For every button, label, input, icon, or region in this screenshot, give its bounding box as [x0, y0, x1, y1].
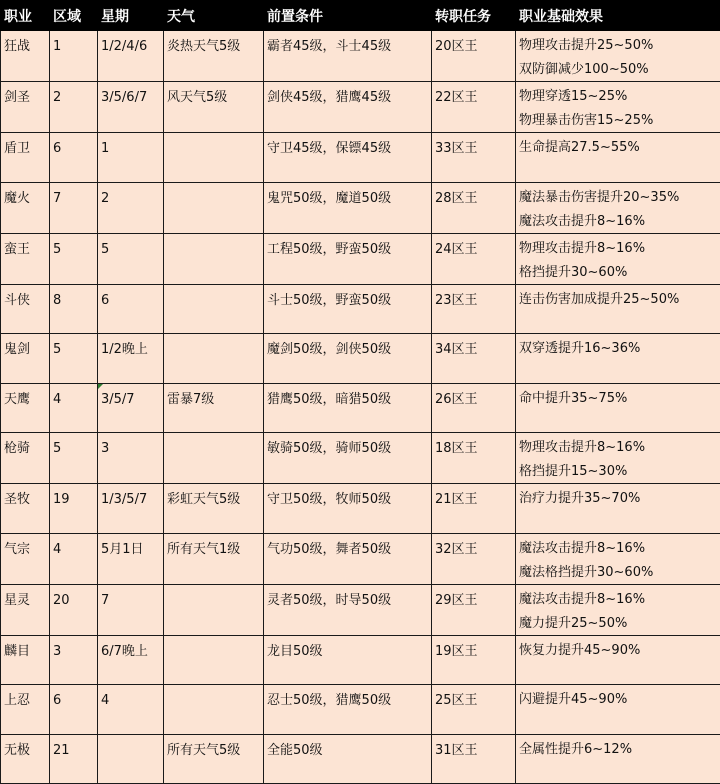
days-cell: 3 — [98, 433, 164, 484]
table-row — [1, 484, 720, 534]
effect-line: 魔法攻击提升8~16% — [519, 209, 720, 233]
days-cell: 1/3/5/7 — [98, 484, 164, 534]
effect-line: 格挡提升30~60% — [519, 260, 720, 284]
table-row — [1, 383, 720, 433]
zone-cell: 5 — [50, 233, 98, 284]
task-cell: 24区王 — [432, 233, 516, 284]
table-row — [1, 284, 720, 334]
job-cell: 剑圣 — [1, 82, 50, 133]
job-cell: 星灵 — [1, 584, 50, 635]
effect-line: 物理穿透15~25% — [519, 84, 720, 108]
zone-cell: 1 — [50, 31, 98, 82]
weather-cell — [164, 334, 264, 384]
task-cell: 21区王 — [432, 484, 516, 534]
job-cell: 鬼剑 — [1, 334, 50, 384]
header-row — [1, 1, 720, 31]
table-row — [1, 233, 720, 284]
weather-cell — [164, 584, 264, 635]
table-row — [1, 533, 720, 584]
effects-cell — [516, 533, 720, 584]
zone-cell: 21 — [50, 734, 98, 784]
effect-line: 双穿透提升16~36% — [519, 336, 720, 360]
zone-cell: 4 — [50, 383, 98, 433]
effect-line: 格挡提升15~30% — [519, 459, 720, 483]
job-cell: 气宗 — [1, 533, 50, 584]
weather-cell: 所有天气1级 — [164, 533, 264, 584]
effect-line: 物理攻击提升8~16% — [519, 236, 720, 260]
prereq-cell: 魔剑50级，剑侠50级 — [264, 334, 432, 384]
weather-cell: 风天气5级 — [164, 82, 264, 133]
weather-cell: 彩虹天气5级 — [164, 484, 264, 534]
table-row — [1, 635, 720, 685]
task-cell: 34区王 — [432, 334, 516, 384]
weather-cell — [164, 685, 264, 735]
days-cell: 1/2/4/6 — [98, 31, 164, 82]
job-cell: 魔火 — [1, 182, 50, 233]
header-weather: 天气 — [164, 1, 264, 31]
effect-line: 魔法格挡提升30~60% — [519, 560, 720, 584]
effect-line: 物理攻击提升8~16% — [519, 435, 720, 459]
weather-cell: 炎热天气5级 — [164, 31, 264, 82]
table-row — [1, 734, 720, 784]
table-row — [1, 433, 720, 484]
effect-line: 命中提升35~75% — [519, 386, 720, 410]
prereq-cell: 灵者50级，时导50级 — [264, 584, 432, 635]
zone-cell: 5 — [50, 334, 98, 384]
days-cell: 5月1日 — [98, 533, 164, 584]
header-zone: 区域 — [50, 1, 98, 31]
effect-line: 物理攻击提升25~50% — [519, 33, 720, 57]
prereq-cell: 气功50级，舞者50级 — [264, 533, 432, 584]
effect-line: 双防御减少100~50% — [519, 57, 720, 81]
effect-line: 连击伤害加成提升25~50% — [519, 287, 720, 311]
effect-line: 魔力提升25~50% — [519, 611, 720, 635]
effect-line: 全属性提升6~12% — [519, 737, 720, 761]
job-cell: 无极 — [1, 734, 50, 784]
table-row — [1, 133, 720, 183]
prereq-cell: 龙目50级 — [264, 635, 432, 685]
task-cell: 22区王 — [432, 82, 516, 133]
effects-cell — [516, 584, 720, 635]
header-effects: 职业基础效果 — [516, 1, 720, 31]
weather-cell — [164, 233, 264, 284]
job-cell: 狂战 — [1, 31, 50, 82]
job-cell: 圣牧 — [1, 484, 50, 534]
days-cell: 2 — [98, 182, 164, 233]
prereq-cell: 猎鹰50级，暗猎50级 — [264, 383, 432, 433]
prereq-cell: 剑侠45级，猎鹰45级 — [264, 82, 432, 133]
effects-cell — [516, 433, 720, 484]
job-cell: 上忍 — [1, 685, 50, 735]
task-cell: 25区王 — [432, 685, 516, 735]
prereq-cell: 工程50级，野蛮50级 — [264, 233, 432, 284]
effects-cell — [516, 31, 720, 82]
weather-cell — [164, 133, 264, 183]
effects-cell — [516, 334, 720, 384]
effects-cell — [516, 635, 720, 685]
effect-line: 魔法攻击提升8~16% — [519, 536, 720, 560]
zone-cell: 6 — [50, 685, 98, 735]
days-cell: 6/7晚上 — [98, 635, 164, 685]
weather-cell: 雷暴7级 — [164, 383, 264, 433]
days-cell: 1 — [98, 133, 164, 183]
prereq-cell: 守卫50级，牧师50级 — [264, 484, 432, 534]
prereq-cell: 斗士50级，野蛮50级 — [264, 284, 432, 334]
task-cell: 33区王 — [432, 133, 516, 183]
zone-cell: 6 — [50, 133, 98, 183]
job-cell: 麟目 — [1, 635, 50, 685]
prereq-cell: 敏骑50级，骑师50级 — [264, 433, 432, 484]
zone-cell: 3 — [50, 635, 98, 685]
effects-cell — [516, 734, 720, 784]
header-prereq: 前置条件 — [264, 1, 432, 31]
days-cell: 4 — [98, 685, 164, 735]
days-cell: 7 — [98, 584, 164, 635]
zone-cell: 4 — [50, 533, 98, 584]
effects-cell — [516, 233, 720, 284]
task-cell: 32区王 — [432, 533, 516, 584]
job-cell: 斗侠 — [1, 284, 50, 334]
table-row — [1, 334, 720, 384]
table-body — [1, 31, 720, 784]
job-cell: 盾卫 — [1, 133, 50, 183]
effects-cell — [516, 82, 720, 133]
zone-cell: 5 — [50, 433, 98, 484]
weather-cell — [164, 182, 264, 233]
table-row — [1, 82, 720, 133]
days-cell: 3/5/6/7 — [98, 82, 164, 133]
prereq-cell: 霸者45级，斗士45级 — [264, 31, 432, 82]
prereq-cell: 忍士50级，猎鹰50级 — [264, 685, 432, 735]
job-cell: 蛮王 — [1, 233, 50, 284]
prereq-cell: 全能50级 — [264, 734, 432, 784]
task-cell: 18区王 — [432, 433, 516, 484]
weather-cell: 所有天气5级 — [164, 734, 264, 784]
effects-cell — [516, 685, 720, 735]
task-cell: 31区王 — [432, 734, 516, 784]
effect-line: 恢复力提升45~90% — [519, 638, 720, 662]
task-cell: 23区王 — [432, 284, 516, 334]
effects-cell — [516, 383, 720, 433]
header-task: 转职任务 — [432, 1, 516, 31]
weather-cell — [164, 284, 264, 334]
zone-cell: 2 — [50, 82, 98, 133]
table-row — [1, 31, 720, 82]
effect-line: 魔法攻击提升8~16% — [519, 587, 720, 611]
table-row — [1, 182, 720, 233]
zone-cell: 20 — [50, 584, 98, 635]
task-cell: 29区王 — [432, 584, 516, 635]
table-row — [1, 685, 720, 735]
task-cell: 26区王 — [432, 383, 516, 433]
zone-cell: 7 — [50, 182, 98, 233]
effect-line: 魔法暴击伤害提升20~35% — [519, 185, 720, 209]
days-cell: 3/5/7 — [98, 383, 164, 433]
effects-cell — [516, 284, 720, 334]
effect-line: 闪避提升45~90% — [519, 687, 720, 711]
effects-cell — [516, 484, 720, 534]
effects-cell — [516, 133, 720, 183]
zone-cell: 19 — [50, 484, 98, 534]
effect-line: 治疗力提升35~70% — [519, 486, 720, 510]
weather-cell — [164, 433, 264, 484]
prereq-cell: 守卫45级，保镖45级 — [264, 133, 432, 183]
days-cell: 5 — [98, 233, 164, 284]
task-cell: 19区王 — [432, 635, 516, 685]
header-job: 职业 — [1, 1, 50, 31]
weather-cell — [164, 635, 264, 685]
days-cell — [98, 734, 164, 784]
zone-cell: 8 — [50, 284, 98, 334]
days-cell: 1/2晚上 — [98, 334, 164, 384]
table-header — [1, 1, 720, 31]
header-days: 星期 — [98, 1, 164, 31]
effect-line: 物理暴击伤害15~25% — [519, 108, 720, 132]
effect-line: 生命提高27.5~55% — [519, 135, 720, 159]
table-row — [1, 584, 720, 635]
job-cell: 天鹰 — [1, 383, 50, 433]
effects-cell — [516, 182, 720, 233]
prereq-cell: 鬼咒50级，魔道50级 — [264, 182, 432, 233]
job-cell: 枪骑 — [1, 433, 50, 484]
task-cell: 28区王 — [432, 182, 516, 233]
task-cell: 20区王 — [432, 31, 516, 82]
days-cell: 6 — [98, 284, 164, 334]
